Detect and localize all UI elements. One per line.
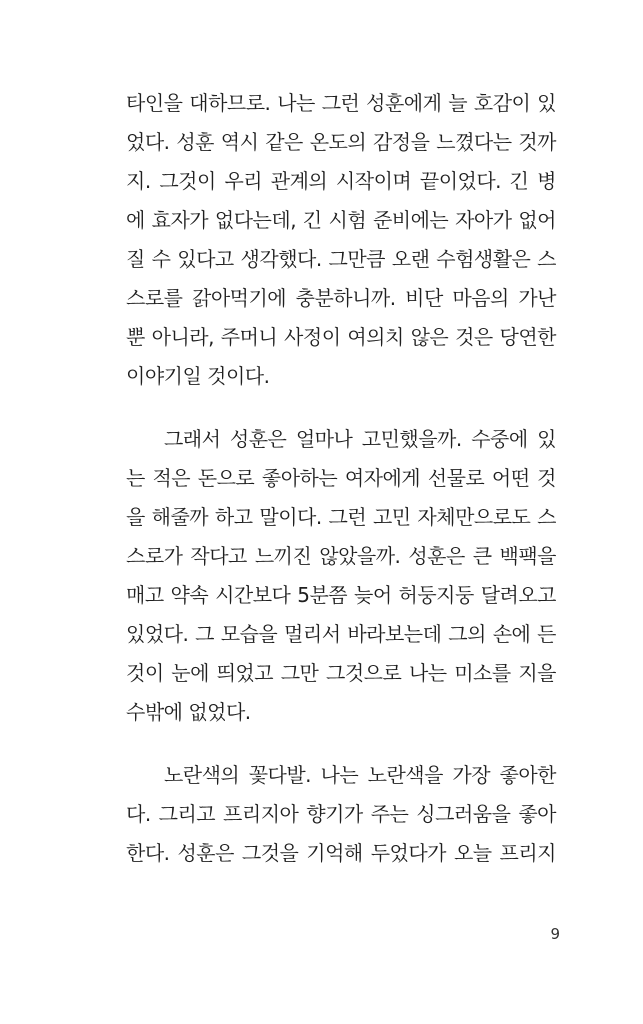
text-line: 지. 그것이 우리 관계의 시작이며 끝이었다. 긴 병: [126, 169, 556, 193]
text-line: 스로가 작다고 느끼진 않았을까. 성훈은 큰 백팩을: [126, 544, 556, 568]
text-line: 있었다. 그 모습을 멀리서 바라보는데 그의 손에 든: [126, 622, 556, 646]
text-line: 수밖에 없었다.: [126, 700, 251, 724]
text-line: 다. 그리고 프리지아 향기가 주는 싱그러움을 좋아: [126, 802, 556, 826]
text-line: 그래서 성훈은 얼마나 고민했을까. 수중에 있: [126, 427, 556, 451]
text-line: 것이 눈에 띄었고 그만 그것으로 나는 미소를 지을: [126, 661, 556, 685]
paragraph-3: [126, 756, 556, 873]
text-line: 질 수 있다고 생각했다. 그만큼 오랜 수험생활은 스: [126, 247, 556, 271]
text-line: 에 효자가 없다는데, 긴 시험 준비에는 자아가 없어: [126, 208, 556, 232]
text-line: 었다. 성훈 역시 같은 온도의 감정을 느꼈다는 것까: [126, 130, 556, 154]
text-line: 매고 약속 시간보다 5분쯤 늦어 허둥지둥 달려오고: [126, 583, 556, 607]
paragraph-2: [126, 420, 556, 732]
text-line: 이야기일 것이다.: [126, 364, 270, 388]
text-line: 는 적은 돈으로 좋아하는 여자에게 선물로 어떤 것: [126, 466, 556, 490]
text-line: 타인을 대하므로. 나는 그런 성훈에게 늘 호감이 있: [126, 91, 556, 115]
text-line: 노란색의 꽃다발. 나는 노란색을 가장 좋아한: [126, 763, 556, 787]
text-line: 을 해줄까 하고 말이다. 그런 고민 자체만으로도 스: [126, 505, 556, 529]
text-line: 한다. 성훈은 그것을 기억해 두었다가 오늘 프리지: [126, 841, 556, 865]
paragraph-1: [126, 84, 556, 396]
page-number: 9: [550, 925, 560, 943]
text-line: 스로를 갉아먹기에 충분하니까. 비단 마음의 가난: [126, 286, 556, 310]
text-line: 뿐 아니라, 주머니 사정이 여의치 않은 것은 당연한: [126, 325, 556, 349]
